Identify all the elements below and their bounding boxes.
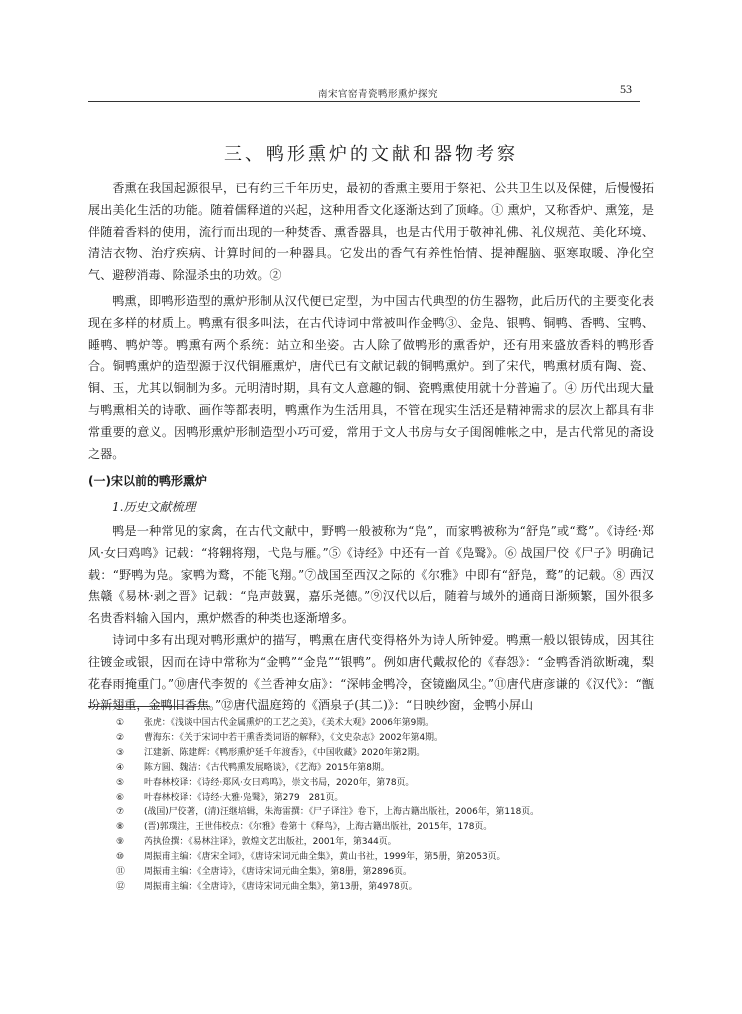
- footnote: [116, 805, 646, 820]
- footnote-text: 周振甫主编：《全唐诗》，《唐诗宋词元曲全集》，第13册，第4978页。: [144, 881, 418, 892]
- footnote-mark: ⑫: [116, 881, 125, 892]
- paragraph: 鸭熏，即鸭形造型的熏炉形制从汉代便已定型，为中国古代典型的仿生器物，此后历代的主要变化表现在多样的材质上。鸭熏有很多叫法，在古代诗词中常被叫作金鸭③、金凫、银鸭、铜鸭、香鸭、宝鸭、睡鸭、鸭炉等。鸭熏有两个系统：站立和坐姿。古人除了做鸭形的熏香炉，还有用来盛放香料的鸭形香合。铜鸭熏炉的造型源于汉代铜雁熏炉，唐代已有文献记载的铜鸭熏炉。到了宋代，鸭熏材质有陶、瓷、铜、玉，尤其以铜制为多。元明清时期，具有文人意趣的铜、瓷鸭熏使用就十分普遍了。④ 历代出现大量与鸭熏相关的诗歌、画作等都表明，鸭熏作为生活用具，不管在现实生活还是精神需求的层次上都具有非常重要的意义。因鸭形熏炉形制造型小巧可爱，常用于文人书房与女子闺阁帷帐之中，是古代常见的斋设之器。: [88, 293, 654, 461]
- footnote-mark: ⑧: [116, 822, 124, 833]
- footnote-text: 周振甫主编：《全唐诗》，《唐诗宋词元曲全集》，第8册，第2896页。: [144, 867, 412, 878]
- footnote-text: 芮执俭撰：《易林注译》，敦煌文艺出版社，2001年，第344页。: [144, 837, 397, 848]
- footnote-text: 江建新、陈建辉：《鸭形熏炉延千年渡香》，《中国收藏》2020年第2期。: [144, 747, 426, 758]
- footnote: [116, 746, 646, 761]
- footnotes: [116, 716, 646, 895]
- footnote: [116, 716, 646, 731]
- footnote-mark: ⑤: [116, 777, 124, 788]
- footnote-text: (战国)尸佼著，(清)汪继培辑，朱海雷撰：《尸子译注》卷下，上海古籍出版社，2006年，第118页。: [144, 807, 540, 818]
- subsubheading: 1.历史文献梳理: [112, 500, 196, 515]
- footnote-mark: ①: [116, 718, 124, 728]
- footnote-text: 张虎：《浅谈中国古代金属熏炉的工艺之美》，《美术大观》2006年第9期。: [144, 718, 435, 728]
- footnote-text: 陈方圆、魏洁：《古代鸭熏发展略谈》，《艺海》2015年第8期。: [144, 762, 390, 773]
- subheading: (一)宋以前的鸭形熏炉: [88, 474, 207, 489]
- footnote: [116, 791, 646, 806]
- footnote-mark: ⑨: [116, 837, 124, 848]
- footnote-text: 周振甫主编：《唐宋全词》，《唐诗宋词元曲全集》，黄山书社，1999年，第5册，第2053页。: [144, 852, 506, 863]
- footnote-text: 叶春林校译：《诗经·郑风·女曰鸡鸣》，崇文书局，2020年，第78页。: [144, 777, 415, 788]
- footnote-text: 叶春林校译：《诗经·大雅·凫鹥》，第279 281页。: [144, 792, 344, 803]
- footnote: [116, 731, 646, 746]
- paragraph: 香熏在我国起源很早，已有约三千年历史，最初的香熏主要用于祭祀、公共卫生以及保健，后慢慢拓展出美化生活的功能。随着儒释道的兴起，这种用香文化逐渐达到了顶峰。① 熏炉，又称香炉、熏笼，是伴随着香料的使用，流行而出现的一种焚香、熏香器具，也是古代用于敬神礼佛、礼仪规范、美化环境、清洁衣物、治疗疾病、计算时间的一种器具。它发出的香气有养性怡情、提神醒脑、驱寒取暖、净化空气、避秽消毒、除湿杀虫的功效。②: [88, 181, 654, 283]
- footnote-mark: ⑦: [116, 807, 124, 818]
- footnote: [116, 835, 646, 850]
- section-title: 三、鸭形熏炉的文献和器物考察: [224, 144, 518, 165]
- paragraph: 鸭是一种常见的家禽，在古代文献中，野鸭一般被称为“凫”，而家鸭被称为“舒凫”或“鹜”。《诗经·郑风·女曰鸡鸣》记载：“将翱将翔，弋凫与雁。”⑤《诗经》中还有一首《凫鹥》。⑥ 战国尸佼《尸子》明确记载：“野鸭为凫。家鸭为鹜，不能飞翔。”⑦战国至西汉之际的《尔雅》中即有“舒凫，鹜”的记载。⑧ 西汉焦赣《易林·剥之晋》记载：“凫声鼓翼，嘉乐尧德。”⑨汉代以后，随着与域外的通商日渐频繁，国外很多名贵香料输入国内，熏炉燃香的种类也逐渐增多。: [88, 523, 654, 626]
- footnote-mark: ⑥: [116, 792, 124, 803]
- footnote: [116, 776, 646, 791]
- footnote-text: 曹海东：《关于宋词中若干熏香类词语的解释》，《文史杂志》2002年第4期。: [144, 732, 443, 743]
- paragraph: 诗词中多有出现对鸭形熏炉的描写，鸭熏在唐代变得格外为诗人所钟爱。鸭熏一般以银铸成，因其往往镀金或银，因而在诗中常称为“金鸭”“金凫”“银鸭”。例如唐代戴叔伦的《春怨》：“金鸭香消欲断魂，梨花春雨掩重门。”⑩唐代李贺的《兰香神女庙》：“深帏金鸭冷，奁镜幽凤尘。”⑪唐代唐彦谦的《汉代》：“甑坋新翅重，金鸭旧香焦。”⑫唐代温庭筠的《酒泉子(其二)》：“日映纱窗，金鸭小屏山: [88, 632, 654, 713]
- page-number: 53: [620, 82, 632, 96]
- header-rule: [88, 101, 640, 102]
- footnote-mark: ②: [116, 732, 124, 743]
- footnote-mark: ④: [116, 762, 124, 773]
- running-title: 南宋官窑青瓷鸭形熏炉探究: [318, 89, 439, 100]
- footnote-text: (晋)郭璞注，王世伟校点：《尔雅》卷第十《释鸟》，上海古籍出版社，2015年，178页。: [144, 822, 493, 833]
- footnote-rule: [88, 706, 210, 707]
- running-header: [88, 80, 640, 102]
- footnote: [116, 865, 646, 880]
- footnote: [116, 880, 646, 895]
- footnote: [116, 761, 646, 776]
- body-text: [88, 178, 654, 717]
- footnote-mark: ③: [116, 747, 124, 758]
- footnote: [116, 820, 646, 835]
- footnote-mark: ⑪: [116, 867, 125, 878]
- footnote-mark: ⑩: [116, 852, 124, 863]
- footnote: [116, 850, 646, 865]
